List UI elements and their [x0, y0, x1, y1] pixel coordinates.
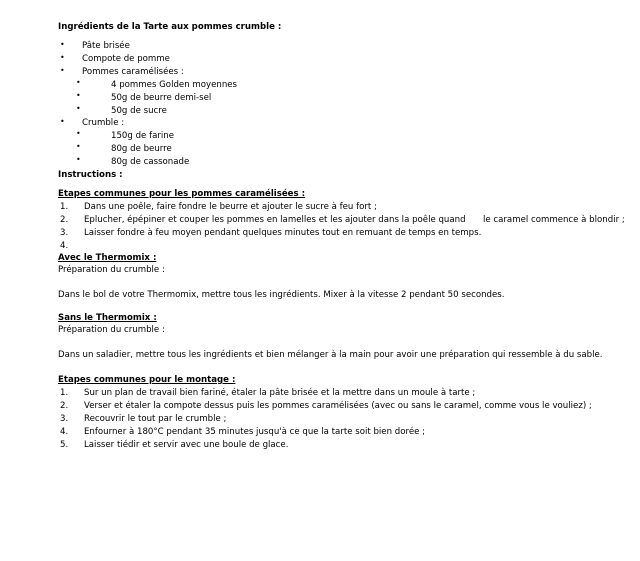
document-title: Ingrédients de la Tarte aux pommes crumble : — [58, 22, 282, 32]
bullet: • — [76, 155, 81, 164]
pommes-item: 50g de beurre demi-sel — [111, 93, 212, 103]
avec-prep-label: Préparation du crumble : — [58, 265, 165, 275]
etapes-pommes-step: Eplucher, épépiner et couper les pommes en lamelles et les ajouter dans la poêle quand — [84, 215, 466, 225]
ingredient-compote: Compote de pomme — [82, 54, 170, 64]
pommes-item: 50g de sucre — [111, 106, 167, 116]
crumble-item: 80g de cassonade — [111, 157, 190, 167]
bullet: • — [60, 53, 65, 62]
sans-text: Dans un saladier, mettre tous les ingrédients et bien mélanger à la main pour avoir une préparation qui ressemble à du sable. — [58, 350, 603, 360]
montage-step: Verser et étaler la compote dessus puis les pommes caramélisées (avec ou sans le caramel, comme vous le vouliez) ; — [84, 401, 592, 411]
sans-prep-label: Préparation du crumble : — [58, 325, 165, 335]
etapes-pommes-step-tail: le caramel commence à blondir ; — [483, 215, 625, 225]
ingredient-crumble-label: Crumble : — [82, 118, 125, 128]
crumble-item: 150g de farine — [111, 131, 175, 141]
step-number: 5. — [60, 440, 69, 450]
step-number: 2. — [60, 215, 69, 225]
step-number: 4. — [60, 427, 69, 437]
bullet: • — [76, 142, 81, 151]
step-number: 1. — [60, 202, 69, 212]
ingredient-pate: Pâte brisée — [82, 41, 130, 51]
bullet: • — [60, 66, 65, 75]
sans-thermomix-heading: Sans le Thermomix : — [58, 313, 157, 323]
step-number: 4. — [60, 241, 69, 251]
montage-step: Sur un plan de travail bien fariné, étaler la pâte brisée et la mettre dans un moule à tarte ; — [84, 388, 476, 398]
montage-heading: Etapes communes pour le montage : — [58, 375, 236, 385]
bullet: • — [60, 40, 65, 49]
step-number: 2. — [60, 401, 69, 411]
step-number: 3. — [60, 228, 69, 238]
step-number: 3. — [60, 414, 69, 424]
montage-step: Laisser tiédir et servir avec une boule de glace. — [84, 440, 289, 450]
etapes-pommes-heading: Etapes communes pour les pommes caramélisées : — [58, 189, 306, 199]
crumble-item: 80g de beurre — [111, 144, 172, 154]
montage-step: Recouvrir le tout par le crumble ; — [84, 414, 227, 424]
avec-text: Dans le bol de votre Thermomix, mettre tous les ingrédients. Mixer à la vitesse 2 pendant 50 secondes. — [58, 290, 505, 300]
bullet: • — [76, 91, 81, 100]
instructions-label: Instructions : — [58, 170, 123, 180]
bullet: • — [76, 129, 81, 138]
bullet: • — [76, 104, 81, 113]
etapes-pommes-step: Laisser fondre à feu moyen pendant quelques minutes tout en remuant de temps en temps. — [84, 228, 482, 238]
etapes-pommes-step: Dans une poêle, faire fondre le beurre et ajouter le sucre à feu fort ; — [84, 202, 377, 212]
step-number: 1. — [60, 388, 69, 398]
avec-thermomix-heading: Avec le Thermomix : — [58, 253, 157, 263]
bullet: • — [76, 78, 81, 87]
ingredient-pommes-label: Pommes caramélisées : — [82, 67, 184, 77]
montage-step: Enfourner à 180°C pendant 35 minutes jusqu'à ce que la tarte soit bien dorée ; — [84, 427, 426, 437]
pommes-item: 4 pommes Golden moyennes — [111, 80, 238, 90]
bullet: • — [60, 117, 65, 126]
